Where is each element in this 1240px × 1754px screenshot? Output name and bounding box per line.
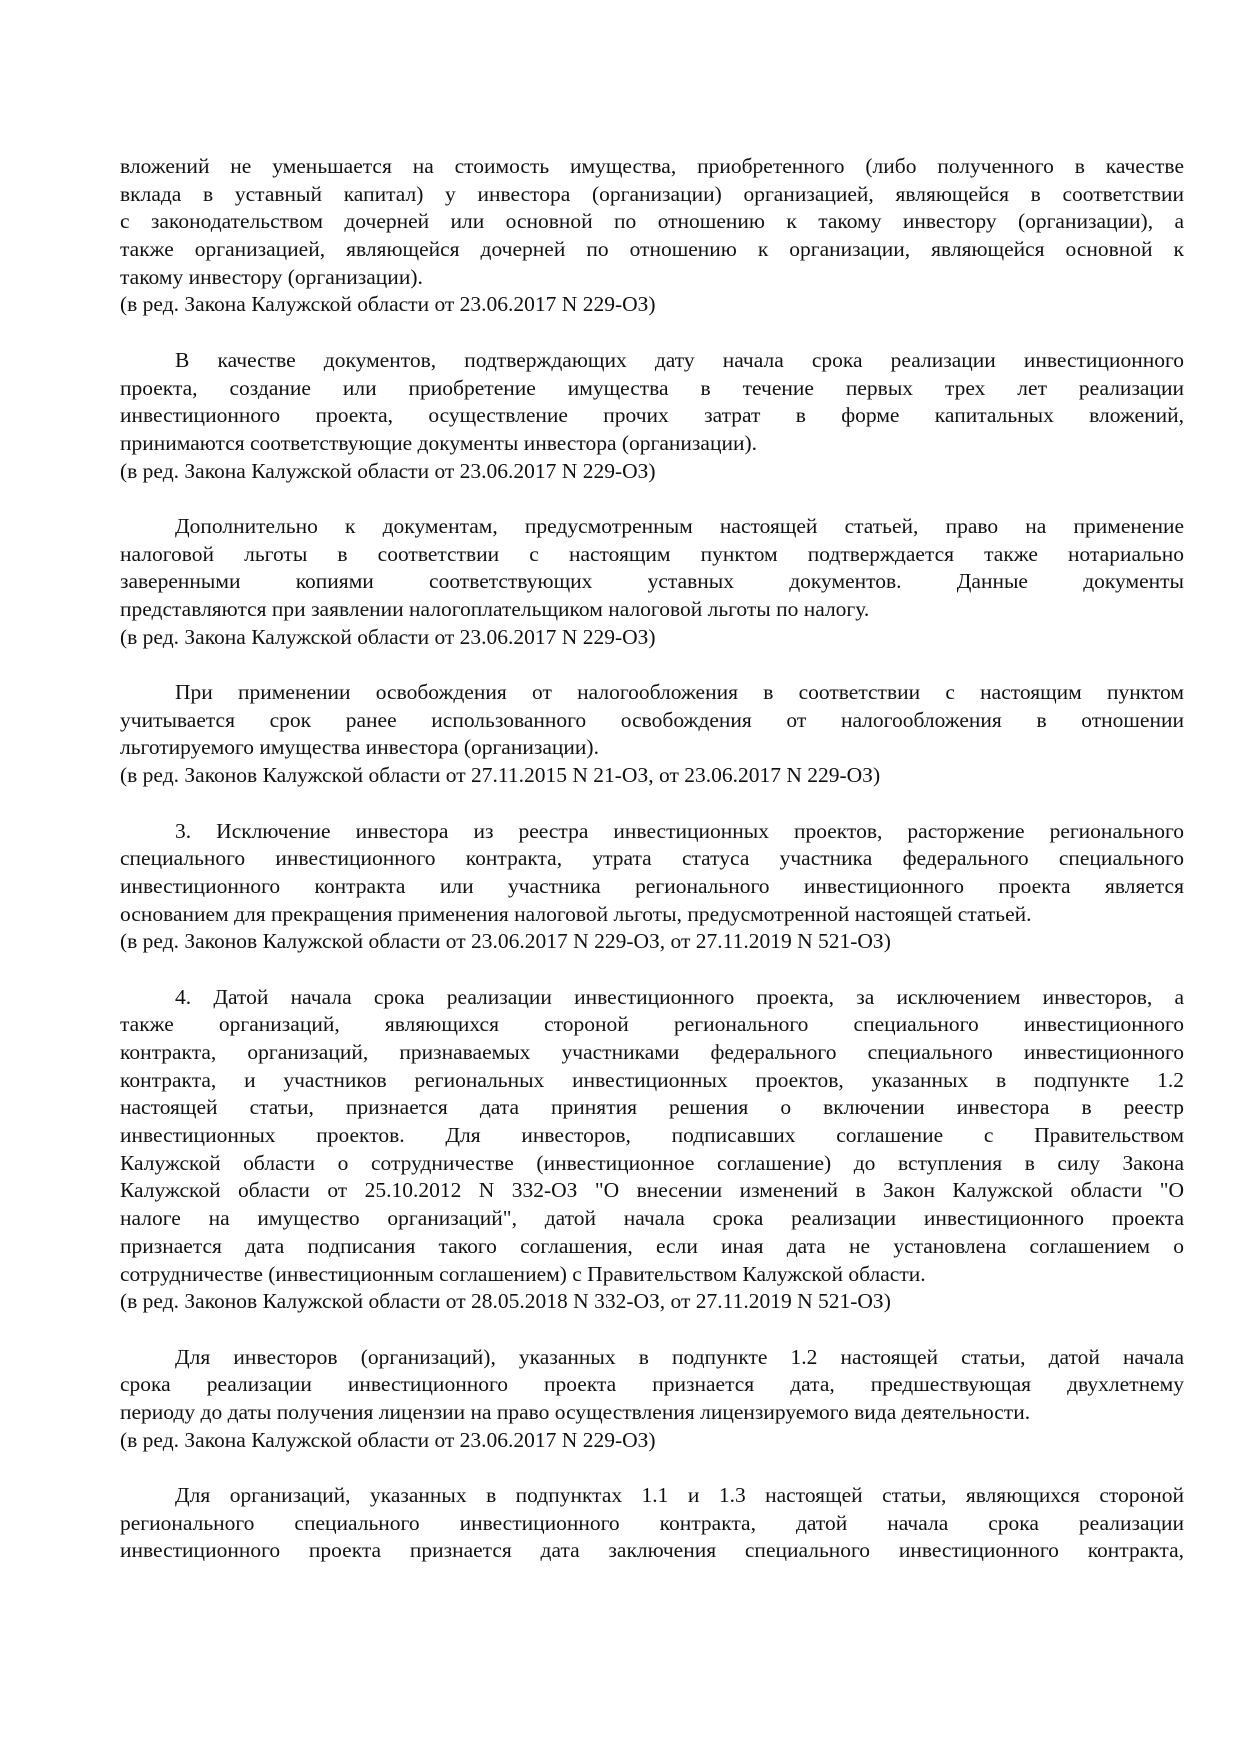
paragraph-gap [120,790,1184,818]
paragraph-gap [120,1316,1184,1344]
text-line: принимаются соответствующие документы инвестора (организации). [120,430,758,455]
text-line: В качестве документов, подтверждающих дату начала срока реализации инвестиционного [175,347,1184,372]
text-line: налоге на имущество организаций", датой начала срока реализации инвестиционного проекта [120,1206,1184,1231]
paragraph-gap [120,651,1184,679]
text-line: льготируемого имущества инвестора (организации). [120,735,599,760]
text-line: периоду до даты получения лицензии на право осуществления лицензируемого вида деятельности. [120,1399,1031,1424]
text-line: срока реализации инвестиционного проекта признается дата, предшествующая двухлетнему [120,1372,1184,1397]
text-line: проекта, создание или приобретение имущества в течение первых трех лет реализации [120,375,1184,400]
text-line: признается дата подписания такого соглашения, если иная дата не установлена соглашением о [120,1233,1184,1258]
paragraph [120,679,1184,790]
text-line: Для организаций, указанных в подпунктах 1.1 и 1.3 настоящей статьи, являющихся стороной [175,1483,1184,1507]
text-line: инвестиционного проекта, осуществление прочих затрат в форме капитальных вложений, [120,403,1184,428]
text-line: регионального специального инвестиционного контракта, датой начала срока реализации [120,1510,1184,1535]
paragraph [120,347,1184,485]
text-line: Калужской области от 25.10.2012 N 332-ОЗ "О внесении изменений в Закон Калужской области "О [120,1178,1184,1203]
amendment-reference: (в ред. Законов Калужской области от 23.06.2017 N 229-ОЗ, от 27.11.2019 N 521-ОЗ) [120,929,891,954]
text-line: Дополнительно к документам, предусмотренным настоящей статьей, право на применение [175,513,1184,538]
amendment-reference: (в ред. Закона Калужской области от 23.06.2017 N 229-ОЗ) [120,624,656,649]
text-line: также организаций, являющихся стороной регионального специального инвестиционного [120,1012,1184,1037]
paragraph [120,818,1184,956]
amendment-reference: (в ред. Закона Калужской области от 23.06.2017 N 229-ОЗ) [120,458,656,483]
text-line: представляются при заявлении налогоплательщиком налоговой льготы по налогу. [120,597,870,621]
text-line: вложений не уменьшается на стоимость имущества, приобретенного (либо полученного в качестве [120,154,1184,178]
text-line: Для инвесторов (организаций), указанных в подпункте 1.2 настоящей статьи, датой начала [175,1344,1184,1369]
text-line: инвестиционных проектов. Для инвесторов, подписавших соглашение с Правительством [120,1123,1184,1148]
text-line: 3. Исключение инвестора из реестра инвестиционных проектов, расторжение регионального [175,818,1184,843]
text-line: настоящей статьи, признается дата принятия решения о включении инвестора в реестр [120,1095,1184,1120]
text-line: также организацией, являющейся дочерней по отношению к организации, являющейся основной к [120,237,1184,262]
paragraph [120,153,1184,319]
paragraph [120,1482,1184,1565]
paragraph-gap [120,319,1184,347]
text-line: основанием для прекращения применения налоговой льготы, предусмотренной настоящей статьей. [120,901,1032,926]
paragraph-gap [120,485,1184,513]
text-line: налоговой льготы в соответствии с настоящим пунктом подтверждается также нотариально [120,541,1184,566]
text-line: 4. Датой начала срока реализации инвестиционного проекта, за исключением инвесторов, а [175,984,1184,1009]
text-line: вклада в уставный капитал) у инвестора (организации) организацией, являющейся в соответствии [120,181,1184,206]
amendment-reference: (в ред. Закона Калужской области от 23.06.2017 N 229-ОЗ) [120,292,656,317]
amendment-reference: (в ред. Закона Калужской области от 23.06.2017 N 229-ОЗ) [120,1427,656,1452]
text-line: контракта, и участников региональных инвестиционных проектов, указанных в подпункте 1.2 [120,1067,1184,1092]
text-line: Калужской области о сотрудничестве (инвестиционное соглашение) до вступления в силу Закона [120,1150,1184,1175]
text-line: заверенными копиями соответствующих уставных документов. Данные документы [120,569,1184,594]
text-line: инвестиционного проекта признается дата заключения специального инвестиционного контракта, [120,1538,1184,1563]
document-body [120,153,1184,1565]
paragraph-gap [120,1454,1184,1482]
text-line: При применении освобождения от налогообложения в соответствии с настоящим пунктом [175,680,1184,705]
text-line: учитывается срок ранее использованного освобождения от налогообложения в отношении [120,707,1184,732]
amendment-reference: (в ред. Законов Калужской области от 27.11.2015 N 21-ОЗ, от 23.06.2017 N 229-ОЗ) [120,763,881,788]
paragraph [120,1344,1184,1455]
text-line: такому инвестору (организации). [120,264,423,289]
amendment-reference: (в ред. Законов Калужской области от 28.05.2018 N 332-ОЗ, от 27.11.2019 N 521-ОЗ) [120,1289,891,1314]
text-line: контракта, организаций, признаваемых участниками федерального специального инвестиционного [120,1040,1184,1064]
text-line: с законодательством дочерней или основной по отношению к такому инвестору (организации), а [120,209,1184,234]
paragraph [120,984,1184,1316]
text-line: инвестиционного контракта или участника регионального инвестиционного проекта является [120,873,1184,898]
text-line: специального инвестиционного контракта, утрата статуса участника федерального специального [120,846,1184,871]
text-line: сотрудничестве (инвестиционным соглашением) с Правительством Калужской области. [120,1261,926,1286]
paragraph [120,513,1184,651]
paragraph-gap [120,956,1184,984]
